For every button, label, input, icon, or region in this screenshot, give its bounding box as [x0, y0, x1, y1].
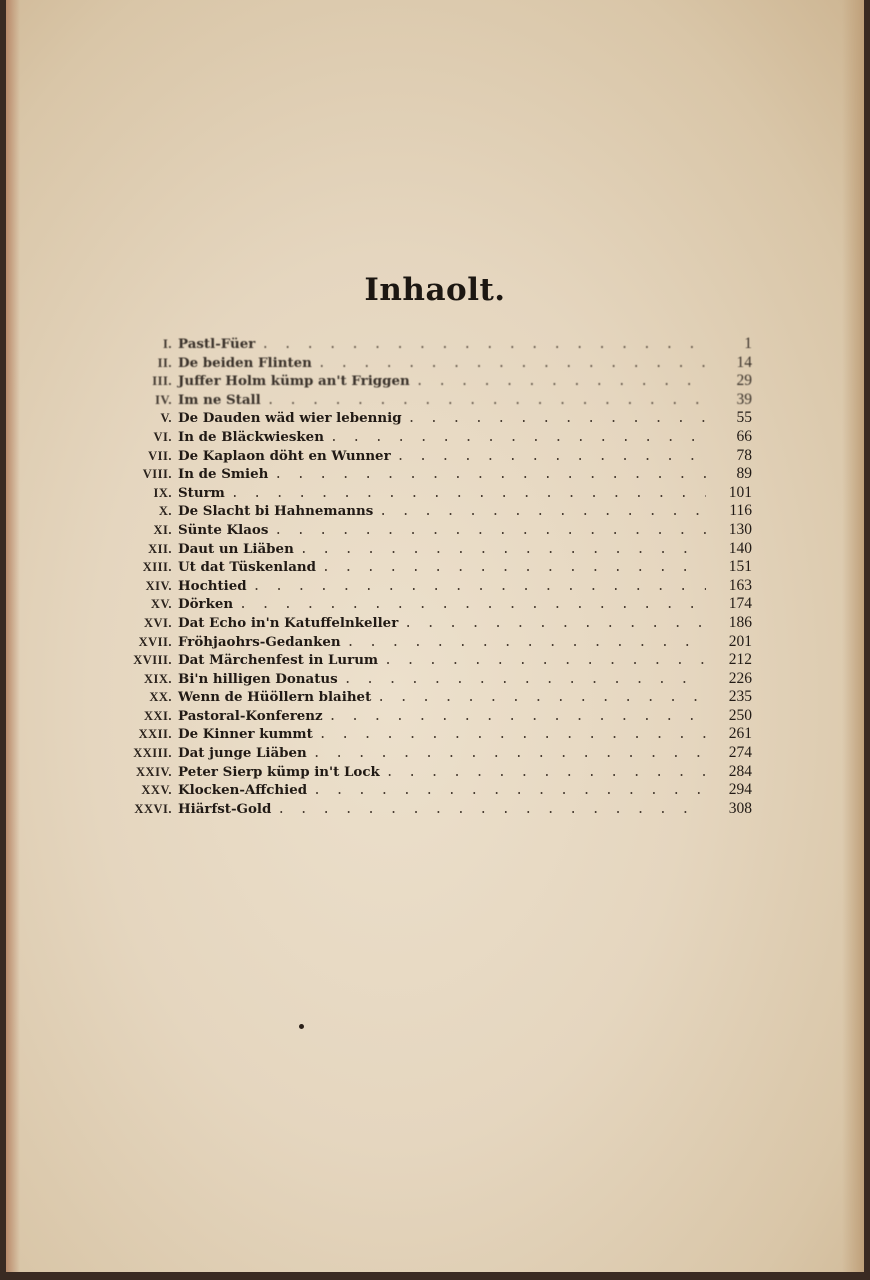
chapter-number: V. [160, 411, 172, 426]
chapter-title: De Kinner kummt [178, 726, 313, 743]
chapter-title: Dörken [178, 596, 234, 613]
page-number: 116 [729, 502, 752, 520]
toc-entry [102, 781, 752, 800]
toc-entry [102, 651, 752, 670]
toc-entry [102, 800, 752, 819]
chapter-title: Dat Echo in'n Katuffelnkeller [178, 614, 399, 631]
chapter-number: XX. [149, 690, 172, 705]
page-number: 274 [728, 744, 752, 762]
chapter-number: XVIII. [133, 653, 172, 668]
chapter-title: Pastl-Füer [178, 336, 256, 352]
chapter-number: XIV. [145, 578, 172, 593]
dot-leader [386, 764, 706, 783]
dot-leader [318, 355, 706, 374]
dot-leader [330, 429, 706, 448]
chapter-number: XIX. [143, 671, 172, 686]
dot-leader [261, 336, 706, 355]
chapter-number: VII. [148, 448, 172, 463]
toc-entry [102, 354, 752, 373]
chapter-title: Hochtied [178, 577, 247, 594]
chapter-number: XXI. [143, 708, 172, 723]
chapter-title: Ut dat Tüskenland [178, 559, 317, 576]
toc-entry [102, 428, 752, 447]
chapter-title: Fröhjaohrs-Gedanken [178, 633, 341, 650]
page-number: 66 [736, 427, 752, 445]
dot-leader [416, 373, 706, 392]
chapter-number: VIII. [142, 467, 172, 482]
chapter-title: De Kaplaon döht en Wunner [178, 447, 391, 464]
dot-leader [319, 726, 706, 745]
toc-entry [102, 670, 752, 689]
page-number: 294 [728, 781, 752, 799]
dot-leader [313, 782, 706, 801]
chapter-title: Bi'n hilligen Donatus [178, 670, 338, 687]
toc-entry [102, 595, 752, 614]
book-page [6, 0, 864, 1272]
chapter-title: Wenn de Hüöllern blaihet [178, 689, 372, 706]
chapter-number: XIII. [142, 560, 172, 575]
dot-leader [344, 671, 706, 690]
chapter-number: I. [163, 337, 172, 351]
dot-leader [267, 392, 706, 411]
dot-leader [384, 652, 706, 671]
dot-leader [408, 410, 706, 429]
chapter-number: XII. [148, 541, 172, 556]
page-number: 250 [728, 706, 752, 724]
chapter-number: XXII. [138, 727, 172, 742]
dot-leader [274, 466, 706, 485]
chapter-number: XXIV. [136, 764, 172, 779]
dot-leader [231, 485, 706, 504]
toc-entry [102, 372, 752, 391]
dot-leader [239, 596, 706, 615]
toc-entry [102, 447, 752, 466]
page-number: 212 [728, 651, 752, 669]
chapter-title: In de Smieh [178, 466, 269, 483]
page-number: 29 [736, 372, 752, 390]
toc-entry [102, 521, 752, 540]
chapter-number: IX. [153, 485, 172, 500]
page-number: 140 [728, 539, 752, 557]
chapter-number: IV. [155, 392, 172, 407]
chapter-title: Juffer Holm kümp an't Friggen [178, 373, 410, 390]
page-number: 130 [728, 520, 752, 538]
toc-entry [102, 633, 752, 652]
page-number: 174 [728, 595, 752, 613]
dot-leader [397, 448, 706, 467]
chapter-title: Hiärfst-Gold [178, 800, 272, 817]
toc-entry [102, 614, 752, 633]
chapter-title: Sturm [178, 484, 225, 501]
chapter-title: De beiden Flinten [178, 354, 312, 371]
toc-entry [102, 391, 752, 410]
page-number: 186 [728, 613, 752, 631]
toc-entry [102, 540, 752, 559]
chapter-title: Pastoral-Konferenz [178, 707, 323, 724]
ink-speck [299, 1024, 304, 1029]
page-number: 101 [728, 483, 752, 501]
chapter-number: XXVI. [134, 801, 172, 816]
table-of-contents [102, 335, 752, 818]
page-number: 201 [728, 632, 752, 650]
dot-leader [377, 689, 706, 708]
page-number: 308 [728, 799, 752, 817]
chapter-title: Peter Sierp kümp in't Lock [178, 763, 380, 780]
toc-entry [102, 577, 752, 596]
chapter-number: VI. [153, 429, 172, 444]
chapter-number: XI. [153, 522, 172, 537]
dot-leader [300, 541, 706, 560]
chapter-title: Klocken-Affchied [178, 782, 308, 799]
page-number: 284 [728, 762, 752, 780]
page-number: 226 [728, 669, 752, 687]
toc-entry [102, 484, 752, 503]
chapter-number: II. [157, 355, 172, 370]
chapter-title: Im ne Stall [178, 391, 261, 408]
chapter-number: XV. [150, 597, 172, 612]
toc-entry [102, 558, 752, 577]
chapter-title: Daut un Liäben [178, 540, 294, 557]
dot-leader [329, 708, 706, 727]
dot-leader [347, 634, 706, 653]
page-number: 163 [728, 576, 752, 594]
dot-leader [277, 801, 706, 820]
chapter-title: Sünte Klaos [178, 521, 269, 538]
chapter-number: XVI. [143, 615, 172, 630]
dot-leader [379, 503, 706, 522]
page-number: 55 [736, 409, 752, 427]
chapter-number: XVII. [138, 634, 172, 649]
toc-entry [102, 465, 752, 484]
dot-leader [253, 578, 706, 597]
chapter-title: In de Bläckwiesken [178, 428, 324, 445]
toc-entry [102, 707, 752, 726]
toc-entry [102, 335, 752, 354]
toc-entry [102, 763, 752, 782]
dot-leader [404, 615, 706, 634]
chapter-title: Dat junge Liäben [178, 745, 307, 762]
page-number: 1 [744, 335, 752, 352]
toc-entry [102, 744, 752, 763]
page-number: 39 [736, 390, 752, 408]
page-number: 235 [728, 688, 752, 706]
toc-entry [102, 725, 752, 744]
dot-leader [322, 559, 706, 578]
page-number: 261 [728, 725, 752, 743]
chapter-title: Dat Märchenfest in Lurum [178, 652, 379, 669]
page-number: 89 [736, 465, 752, 483]
page-number: 78 [736, 446, 752, 464]
page-number: 151 [728, 558, 752, 576]
chapter-title: De Slacht bi Hahnemanns [178, 503, 374, 520]
chapter-title: De Dauden wäd wier lebennig [178, 410, 402, 427]
page-number: 14 [736, 353, 752, 371]
chapter-number: XXIII. [133, 746, 172, 761]
toc-entry [102, 502, 752, 521]
page-title: Inhaolt. [364, 272, 506, 308]
chapter-number: XXV. [141, 783, 172, 798]
chapter-number: III. [152, 374, 172, 389]
dot-leader [313, 745, 706, 764]
toc-entry [102, 688, 752, 707]
toc-entry [102, 409, 752, 428]
dot-leader [274, 522, 706, 541]
chapter-number: X. [158, 504, 172, 519]
